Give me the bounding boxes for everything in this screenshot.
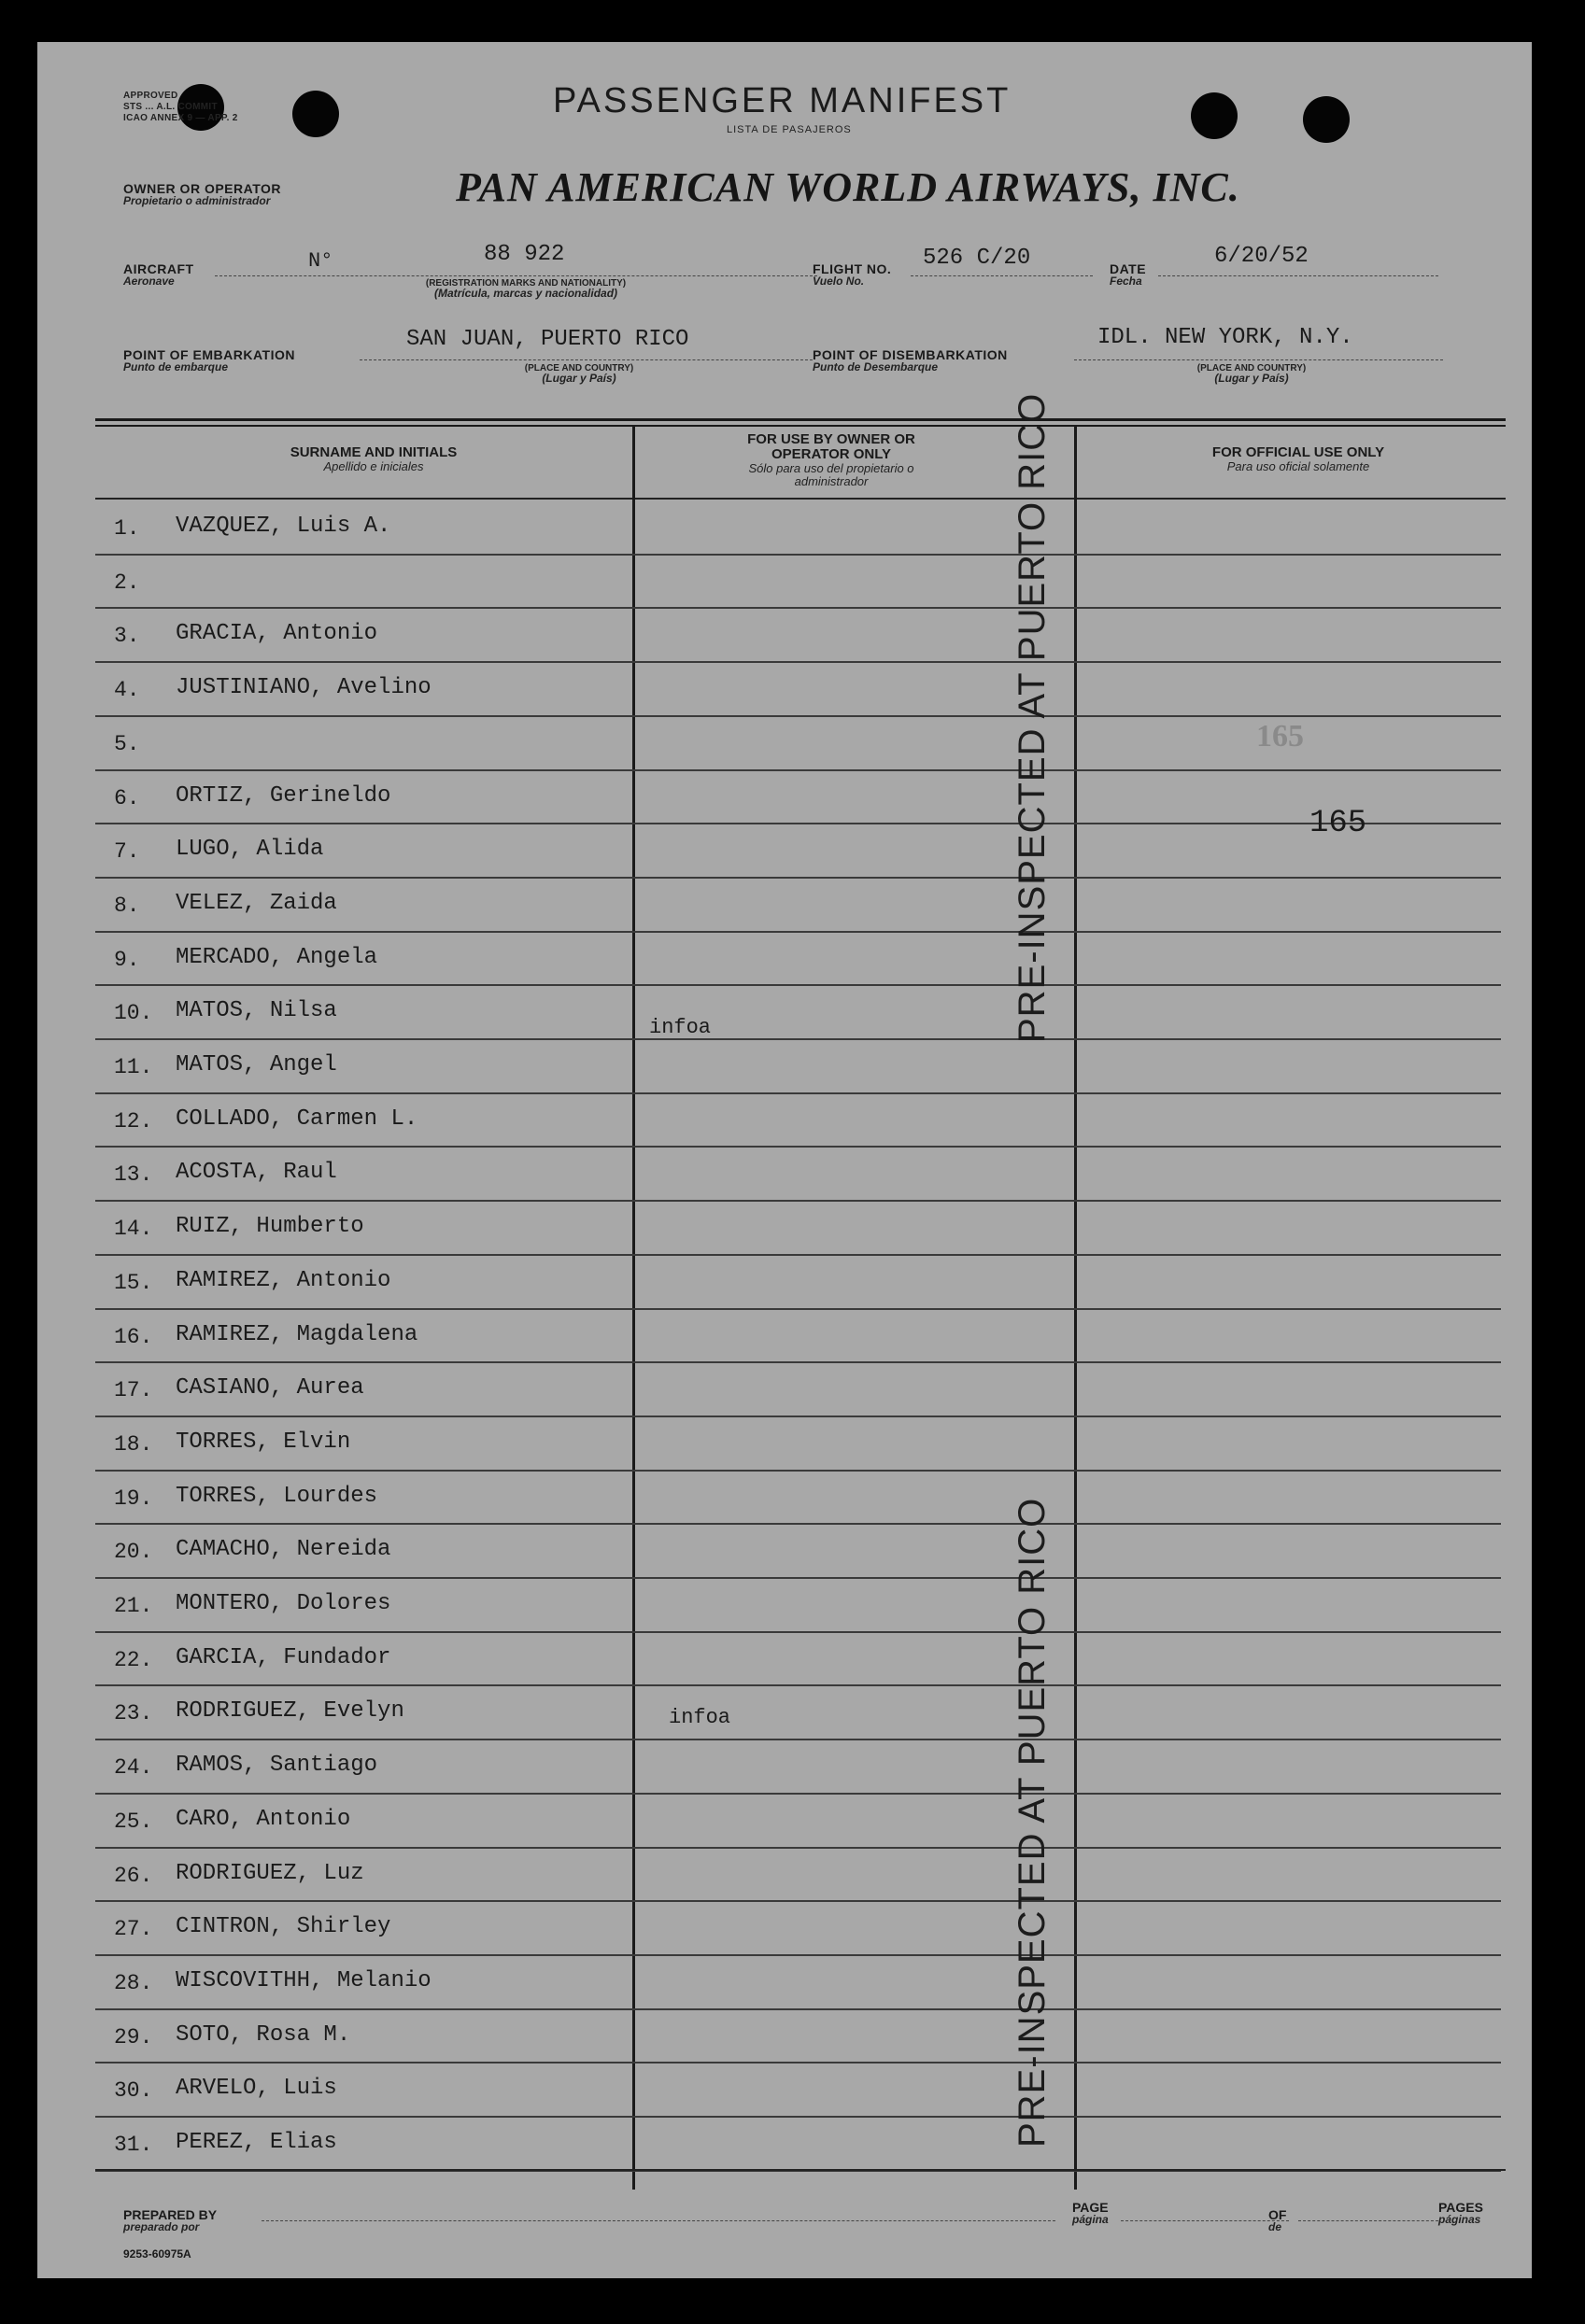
- row-number: 5.: [114, 731, 140, 756]
- passenger-name: RODRIGUEZ, Evelyn: [176, 1698, 404, 1725]
- date-label-block: [1110, 262, 1146, 288]
- row-number: 15.: [114, 1270, 153, 1295]
- approval-block: [123, 91, 238, 124]
- surname-column-header: [149, 445, 598, 473]
- row-rule: [95, 1308, 1501, 1310]
- header-bottom-rule: [95, 498, 1506, 500]
- disembark-place-note-en: (PLACE AND COUNTRY): [1196, 363, 1307, 373]
- row-number: 11.: [114, 1055, 153, 1079]
- row-rule: [95, 1470, 1501, 1472]
- row-number: 30.: [114, 2078, 153, 2104]
- table-top-rule-2: [95, 425, 1506, 427]
- row-rule: [95, 1146, 1501, 1148]
- row-number: 22.: [114, 1647, 153, 1672]
- passenger-name: RAMIREZ, Antonio: [176, 1267, 391, 1293]
- row-number: 8.: [114, 893, 140, 918]
- page-label-es: página: [1072, 2213, 1109, 2226]
- aircraft-label: AIRCRAFT: [123, 261, 194, 276]
- page-title: PASSENGER MANIFEST: [553, 81, 1012, 120]
- passenger-name: CASIANO, Aurea: [176, 1375, 364, 1401]
- passenger-name: TORRES, Elvin: [176, 1429, 351, 1455]
- passenger-name: VELEZ, Zaida: [176, 890, 337, 916]
- row-number: 4.: [114, 678, 140, 703]
- prepared-label: PREPARED BY: [123, 2207, 218, 2222]
- disembark-label-block: [813, 348, 1008, 373]
- pages-label-es: páginas: [1438, 2213, 1481, 2226]
- embark-place-note: [486, 363, 672, 384]
- registration-note-es: (Matrícula, marcas y nacionalidad): [433, 287, 618, 300]
- registration-note-en: (REGISTRATION MARKS AND NATIONALITY): [425, 278, 627, 289]
- owner-label-block: [123, 182, 281, 207]
- row-rule: [95, 1361, 1501, 1363]
- row-number: 9.: [114, 947, 140, 972]
- disembark-place-note: [1158, 363, 1345, 384]
- row-number: 24.: [114, 1755, 153, 1781]
- row-rule: [95, 1793, 1501, 1795]
- disembark-label-es: Punto de Desembarque: [813, 360, 939, 373]
- row-number: 23.: [114, 1701, 153, 1726]
- table-bottom-rule: [95, 2169, 1506, 2171]
- aircraft-no-label: N°: [308, 249, 333, 273]
- of-label: OF: [1268, 2207, 1287, 2222]
- row-rule: [95, 1092, 1501, 1094]
- owner-note-2: infoa: [669, 1706, 731, 1729]
- surname-head: SURNAME AND INITIALS: [290, 444, 458, 460]
- row-number: 2.: [114, 570, 140, 595]
- row-rule: [95, 1954, 1501, 1956]
- page-subtitle: LISTA DE PASAJEROS: [727, 124, 852, 135]
- flight-label-block: [813, 262, 891, 288]
- pages-label-block: [1438, 2201, 1483, 2226]
- official-head: FOR OFFICIAL USE ONLY: [1211, 444, 1385, 460]
- punch-hole-mid: [292, 91, 339, 137]
- row-rule: [95, 931, 1501, 933]
- row-rule: [95, 607, 1501, 609]
- row-rule: [95, 554, 1501, 556]
- date-label: DATE: [1110, 261, 1147, 276]
- flight-label-es: Vuelo No.: [813, 275, 865, 288]
- passenger-name: CINTRON, Shirley: [176, 1914, 391, 1940]
- row-rule: [95, 1577, 1501, 1579]
- row-rule: [95, 1038, 1501, 1040]
- date-line: [1158, 275, 1438, 276]
- official-head-es: Para uso oficial solamente: [1226, 459, 1370, 473]
- row-number: 3.: [114, 624, 140, 649]
- row-rule: [95, 2116, 1501, 2118]
- aircraft-value: 88 922: [484, 242, 565, 267]
- row-number: 18.: [114, 1431, 153, 1457]
- pre-inspected-stamp-1: PRE-INSPECTED AT PUERTO RICO: [1012, 392, 1053, 1043]
- passenger-name: RUIZ, Humberto: [176, 1214, 364, 1240]
- date-value: 6/20/52: [1214, 244, 1309, 269]
- passenger-name: GARCIA, Fundador: [176, 1644, 391, 1670]
- page-line: [1121, 2220, 1289, 2221]
- page-label: PAGE: [1072, 2200, 1109, 2215]
- embark-label-es: Punto de embarque: [123, 360, 229, 373]
- row-number: 29.: [114, 2024, 153, 2049]
- punch-hole-right-1: [1191, 92, 1238, 139]
- row-rule: [95, 1631, 1501, 1633]
- row-number: 17.: [114, 1378, 153, 1403]
- passenger-name: MONTERO, Dolores: [176, 1591, 391, 1616]
- disembark-label: POINT OF DISEMBARKATION: [813, 347, 1008, 362]
- row-rule: [95, 661, 1501, 663]
- prepared-by-block: [123, 2208, 217, 2233]
- form-number: 9253-60975A: [123, 2247, 191, 2261]
- approval-line-1: APPROVED: [123, 91, 178, 101]
- official-column-header: [1121, 445, 1476, 473]
- row-rule: [95, 877, 1501, 879]
- owner-use-head: FOR USE BY OWNER OR OPERATOR ONLY: [747, 431, 915, 462]
- disembark-place-note-es: (Lugar y País): [1214, 372, 1289, 385]
- prepared-label-es: preparado por: [123, 2220, 200, 2233]
- row-rule: [95, 1523, 1501, 1525]
- of-label-block: [1268, 2208, 1286, 2233]
- embark-label: POINT OF EMBARKATION: [123, 347, 295, 362]
- row-number: 20.: [114, 1540, 153, 1565]
- owner-label: OWNER OR OPERATOR: [123, 181, 281, 196]
- passenger-name: MERCADO, Angela: [176, 944, 378, 970]
- punch-hole-right-2: [1303, 96, 1350, 143]
- row-number: 25.: [114, 1809, 153, 1834]
- official-count: 165: [1309, 806, 1367, 841]
- row-number: 31.: [114, 2133, 153, 2157]
- disembark-value: IDL. NEW YORK, N.Y.: [1097, 325, 1353, 350]
- embark-line: [360, 359, 813, 360]
- row-number: 13.: [114, 1162, 153, 1188]
- table-top-rule: [95, 418, 1506, 421]
- aircraft-label-es: Aeronave: [123, 275, 175, 288]
- passenger-name: RAMOS, Santiago: [176, 1753, 378, 1779]
- row-number: 19.: [114, 1486, 153, 1511]
- row-rule: [95, 2008, 1501, 2010]
- official-count-faint: 165: [1256, 719, 1304, 754]
- passenger-name: CARO, Antonio: [176, 1806, 351, 1832]
- page-label-block: [1072, 2201, 1109, 2226]
- passenger-name: GRACIA, Antonio: [176, 621, 378, 647]
- row-number: 12.: [114, 1108, 153, 1134]
- company-name: PAN AMERICAN WORLD AIRWAYS, INC.: [456, 164, 1240, 210]
- passenger-name: WISCOVITHH, Melanio: [176, 1967, 432, 1993]
- row-rule: [95, 1739, 1501, 1740]
- row-number: 16.: [114, 1324, 153, 1349]
- disembark-line: [1074, 359, 1443, 360]
- surname-head-es: Apellido e iniciales: [323, 459, 424, 473]
- embark-place-note-en: (PLACE AND COUNTRY): [524, 363, 634, 373]
- row-rule: [95, 984, 1501, 986]
- row-rule: [95, 1900, 1501, 1902]
- row-number: 28.: [114, 1970, 153, 1995]
- owner-use-column-header: [729, 432, 934, 488]
- passenger-name: ARVELO, Luis: [176, 2076, 337, 2102]
- embark-label-block: [123, 348, 295, 373]
- passenger-name: VAZQUEZ, Luis A.: [176, 514, 391, 539]
- row-number: 10.: [114, 1001, 153, 1026]
- row-number: 21.: [114, 1594, 153, 1618]
- embark-value: SAN JUAN, PUERTO RICO: [406, 327, 689, 352]
- row-number: 6.: [114, 785, 140, 810]
- passenger-name: MATOS, Angel: [176, 1052, 337, 1077]
- row-rule: [95, 769, 1501, 771]
- pre-inspected-stamp-2: PRE-INSPECTED AT PUERTO RICO: [1012, 1497, 1053, 2148]
- passenger-name: MATOS, Nilsa: [176, 998, 337, 1024]
- row-rule: [95, 1847, 1501, 1849]
- passenger-name: SOTO, Rosa M.: [176, 2021, 351, 2048]
- passenger-name: RAMIREZ, Magdalena: [176, 1321, 418, 1347]
- embark-place-note-es: (Lugar y País): [542, 372, 616, 385]
- approval-line-3: ICAO ANNEX 9 — APP. 2: [123, 113, 238, 123]
- row-number: 1.: [114, 516, 140, 541]
- passenger-name: PEREZ, Elias: [176, 2130, 337, 2155]
- passenger-name: COLLADO, Carmen L.: [176, 1106, 418, 1132]
- of-line: [1298, 2220, 1438, 2221]
- passenger-name: LUGO, Alida: [176, 837, 324, 863]
- passenger-name: TORRES, Lourdes: [176, 1483, 378, 1509]
- row-rule: [95, 1416, 1501, 1417]
- date-label-es: Fecha: [1110, 275, 1142, 288]
- row-rule: [95, 2062, 1501, 2063]
- row-number: 27.: [114, 1917, 153, 1942]
- passenger-name: RODRIGUEZ, Luz: [176, 1860, 364, 1886]
- row-number: 7.: [114, 839, 140, 865]
- owner-label-es: Propietario o administrador: [123, 194, 271, 207]
- aircraft-line: [215, 275, 817, 276]
- prepared-line: [262, 2220, 1055, 2221]
- registration-note: [353, 278, 699, 299]
- of-label-es: de: [1268, 2220, 1282, 2233]
- row-rule: [95, 1254, 1501, 1256]
- approval-line-2: STS ... A.L. COMMIT: [123, 102, 218, 112]
- row-number: 14.: [114, 1217, 153, 1242]
- passenger-name: CAMACHO, Nereida: [176, 1537, 391, 1563]
- row-rule: [95, 1684, 1501, 1686]
- passenger-name: JUSTINIANO, Avelino: [176, 675, 432, 701]
- row-rule: [95, 715, 1501, 717]
- flight-label: FLIGHT NO.: [813, 261, 892, 276]
- aircraft-label-block: [123, 262, 194, 288]
- manifest-sheet: [37, 42, 1532, 2278]
- row-number: 26.: [114, 1863, 153, 1888]
- row-rule: [95, 1200, 1501, 1202]
- owner-note-1: infoa: [649, 1016, 712, 1039]
- passenger-name: ORTIZ, Gerineldo: [176, 782, 391, 809]
- flight-value: 526 C/20: [923, 246, 1031, 271]
- passenger-name: ACOSTA, Raul: [176, 1160, 337, 1186]
- pages-label: PAGES: [1438, 2200, 1483, 2215]
- owner-use-head-es: Sólo para uso del propietario o administrador: [748, 461, 914, 488]
- row-rule: [95, 823, 1501, 824]
- flight-line: [911, 275, 1093, 276]
